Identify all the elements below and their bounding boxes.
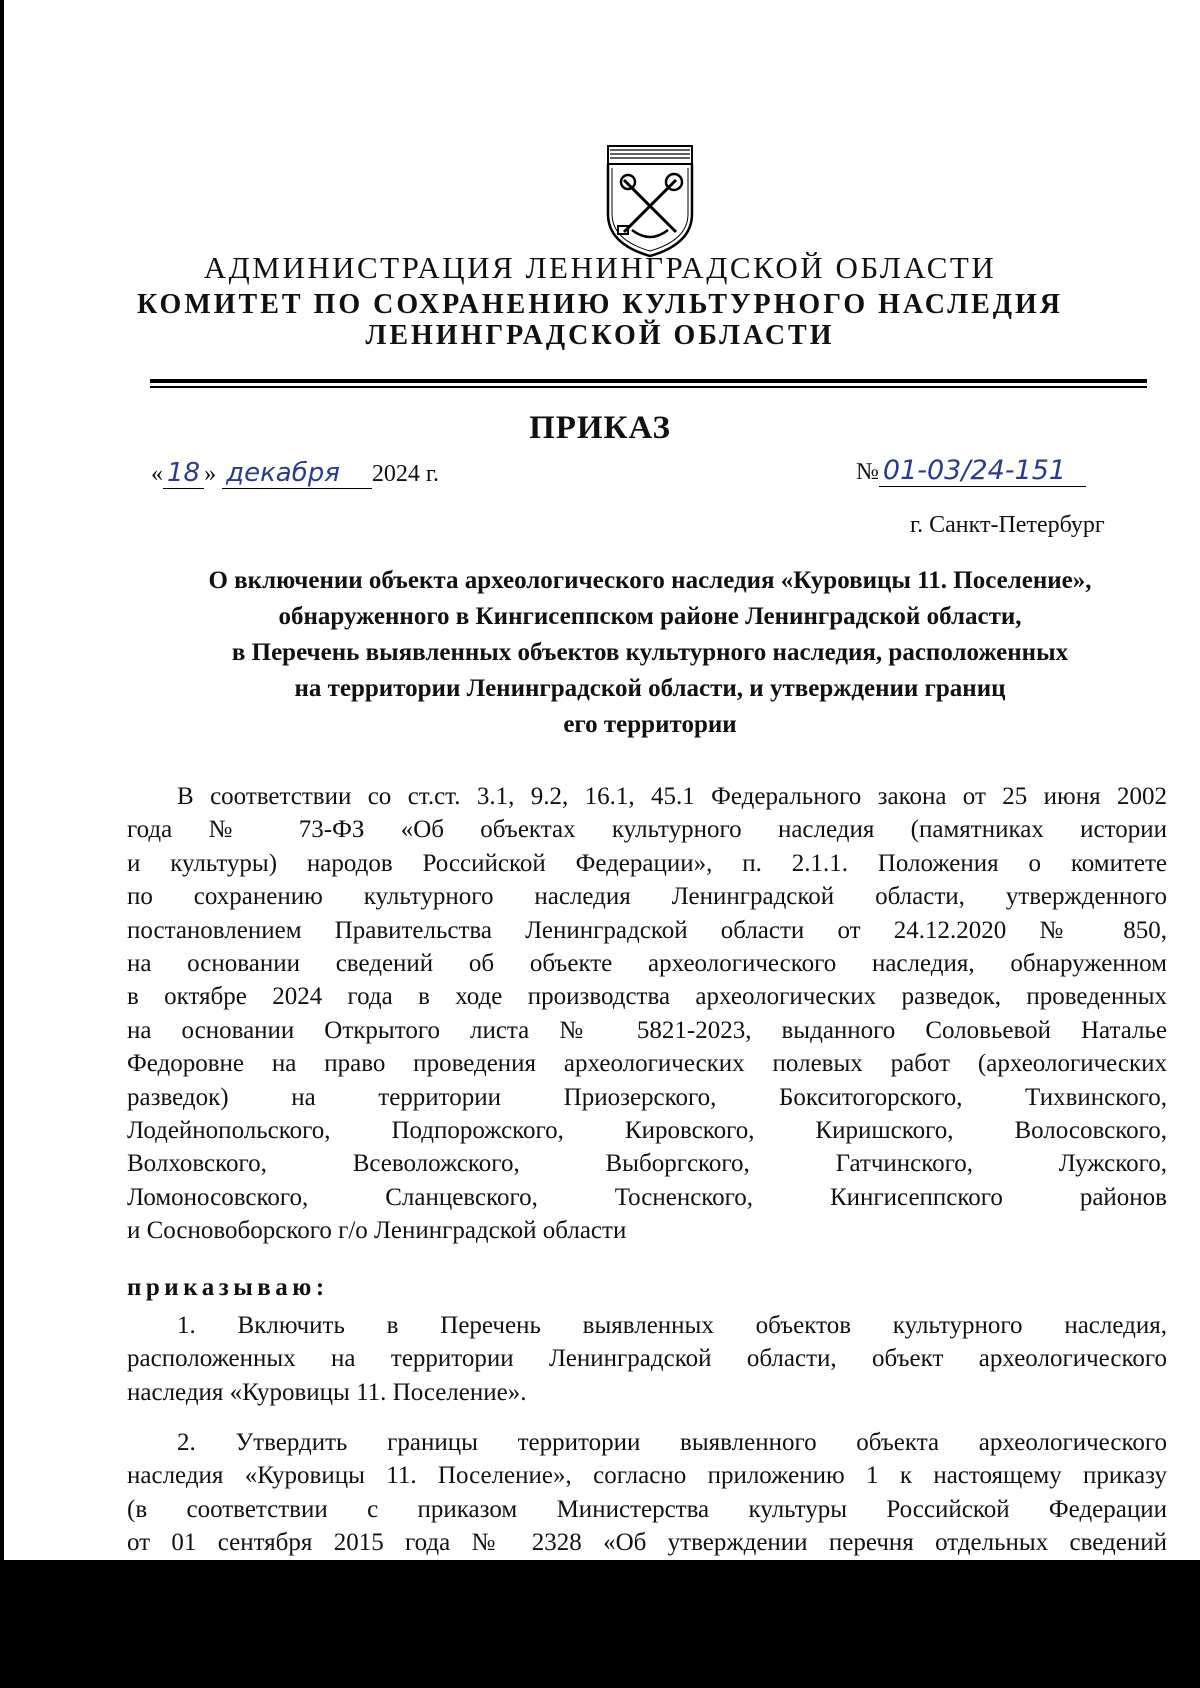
directive-word: приказываю: bbox=[127, 1274, 329, 1301]
order-number bbox=[856, 455, 1086, 487]
title-line: О включении объекта археологического наследия «Куровицы 11. Поселение», bbox=[208, 567, 1092, 594]
scan-edge bbox=[0, 0, 4, 1560]
title-line: обнаруженного в Кингисеппском районе Ленинградской области, bbox=[278, 603, 1022, 630]
date-month: декабря bbox=[222, 458, 344, 489]
paragraph-line: в октябре 2024 года в ходе производства археологических разведок, проведенных bbox=[127, 983, 1167, 1011]
title-line: на территории Ленинградской области, и утверждении границ bbox=[294, 675, 1006, 702]
title-line: его территории bbox=[563, 711, 737, 738]
paragraph-line: разведок) на территории Приозерского, Бокситогорского, Тихвинского, bbox=[127, 1083, 1167, 1111]
region-heading: ЛЕНИНГРАДСКОЙ ОБЛАСТИ bbox=[365, 320, 835, 351]
number-label: № bbox=[856, 459, 879, 485]
order-city: г. Санкт-Петербург bbox=[910, 512, 1105, 538]
paragraph-line: и культуры) народов Российской Федерации», п. 2.1.1. Положения о комитете bbox=[127, 849, 1167, 877]
paragraph-line: и Сосновоборского г/о Ленинградской области bbox=[127, 1217, 627, 1245]
number-value: 01-03/24-151 bbox=[879, 455, 1086, 487]
order-heading: ПРИКАЗ bbox=[529, 410, 671, 446]
paragraph-line: на основании сведений об объекте археологического наследия, обнаруженном bbox=[127, 949, 1167, 977]
date-year: 2024 г. bbox=[371, 461, 440, 487]
order-item-1 bbox=[127, 1309, 1167, 1409]
title-line: в Перечень выявленных объектов культурного наследия, расположенных bbox=[231, 639, 1069, 666]
committee-heading: КОМИТЕТ ПО СОХРАНЕНИЮ КУЛЬТУРНОГО НАСЛЕДИЯ bbox=[136, 289, 1064, 320]
header-divider-thick bbox=[150, 379, 1147, 383]
paragraph-line: Федоровне на право проведения археологических полевых работ (археологических bbox=[127, 1050, 1167, 1078]
coat-of-arms-icon bbox=[602, 144, 698, 259]
paragraph-line: 1. Включить в Перечень выявленных объектов культурного наследия, bbox=[177, 1312, 1167, 1339]
paragraph-line: (в соответствии с приказом Министерства культуры Российской Федерации bbox=[127, 1495, 1167, 1523]
date-day: 18 bbox=[163, 458, 204, 489]
order-item-2 bbox=[127, 1426, 1167, 1560]
paragraph-line: Лодейнопольского, Подпорожского, Кировского, Киришского, Волосовского, bbox=[127, 1116, 1167, 1144]
paragraph-line: Ломоносовского, Сланцевского, Тосненского, Кингисеппского районов bbox=[127, 1183, 1167, 1211]
order-title bbox=[120, 563, 1180, 743]
date-open-quote: « bbox=[151, 461, 163, 487]
paragraph-line: на основании Открытого листа № 5821-2023, выданного Соловьевой Наталье bbox=[127, 1016, 1167, 1044]
paragraph-line: от 01 сентября 2015 года № 2328 «Об утверждении перечня отдельных сведений bbox=[127, 1529, 1167, 1557]
date-close-quote: » bbox=[204, 461, 217, 487]
paragraph-line: 2. Утвердить границы территории выявленного объекта археологического bbox=[177, 1429, 1167, 1456]
paragraph-line: Волховского, Всеволожского, Выборгского, Гатчинского, Лужского, bbox=[127, 1150, 1167, 1178]
date-underline bbox=[344, 468, 372, 489]
header-divider-thin bbox=[150, 386, 1147, 388]
paragraph-line: расположенных на территории Ленинградской области, объект археологического bbox=[127, 1345, 1167, 1373]
paragraph-line: года № 73-ФЗ «Об объектах культурного наследия (памятниках истории bbox=[127, 816, 1167, 844]
scan-bottom-band bbox=[0, 1560, 1200, 1688]
paragraph-line: постановлением Правительства Ленинградской области от 24.12.2020 № 850, bbox=[127, 916, 1167, 944]
order-date bbox=[151, 458, 439, 489]
paragraph-line: наследия «Куровицы 11. Поселение». bbox=[127, 1378, 527, 1406]
paragraph-line: В соответствии со ст.ст. 3.1, 9.2, 16.1, 45.1 Федерального закона от 25 июня 2002 bbox=[177, 783, 1167, 810]
preamble-paragraph bbox=[127, 780, 1167, 1247]
paragraph-line: наследия «Куровицы 11. Поселение», согласно приложению 1 к настоящему приказу bbox=[127, 1462, 1167, 1490]
paragraph-line: по сохранению культурного наследия Ленинградской области, утвержденного bbox=[127, 883, 1167, 911]
administration-heading: АДМИНИСТРАЦИЯ ЛЕНИНГРАДСКОЙ ОБЛАСТИ bbox=[203, 250, 997, 285]
